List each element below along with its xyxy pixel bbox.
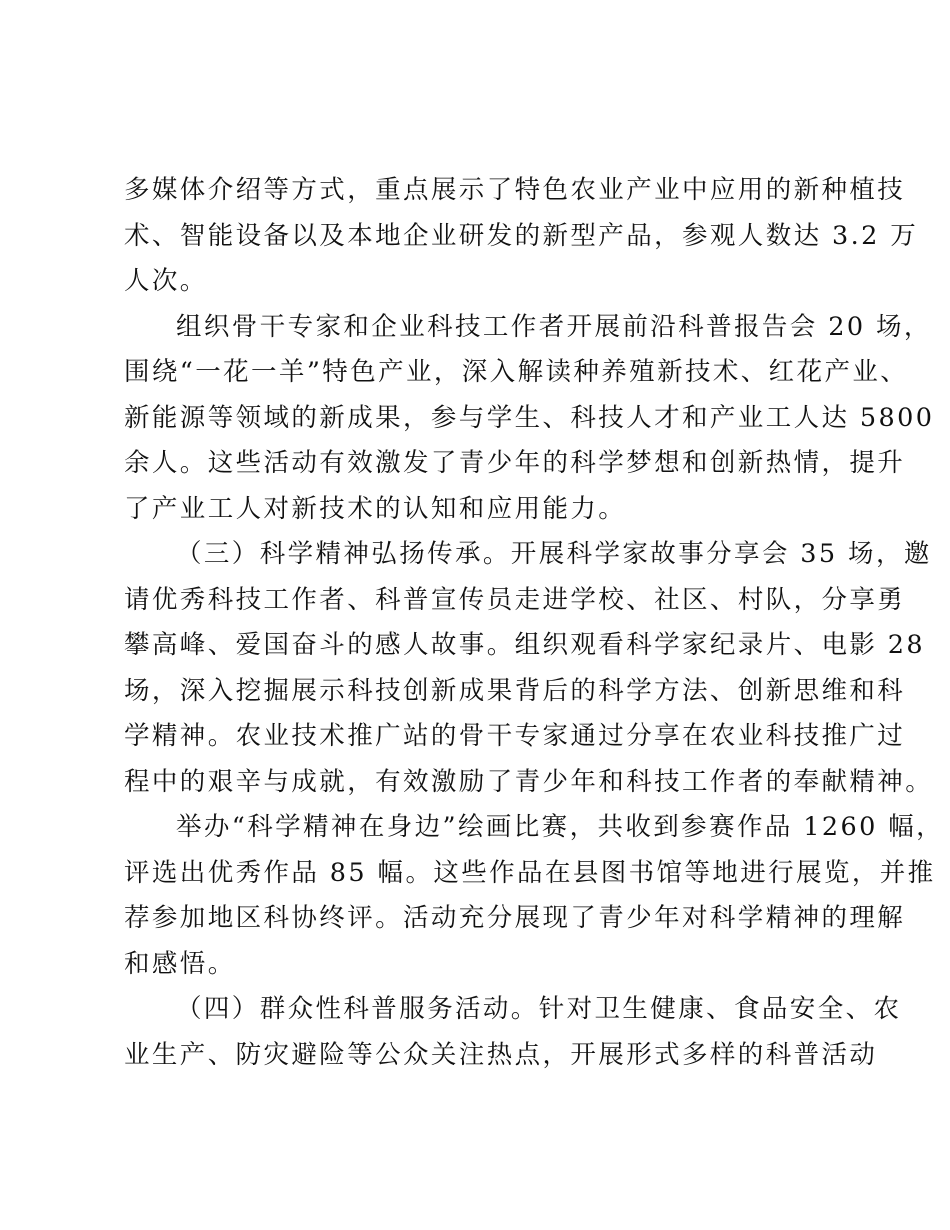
text-line: 攀高峰、爱国奋斗的感人故事。组织观看科学家纪录片、电影 28 [124, 630, 926, 660]
text-line: 举办“科学精神在身边”绘画比赛，共收到参赛作品 1260 幅， [176, 812, 945, 842]
text-line: 围绕“一花一羊”特色产业，深入解读种养殖新技术、红花产业、 [124, 357, 909, 387]
text-line: 组织骨干专家和企业科技工作者开展前沿科普报告会 20 场， [176, 311, 932, 342]
text-line: 业生产、防灾避险等公众关注热点，开展形式多样的科普活动 [124, 1039, 878, 1070]
paragraph-public-services [124, 987, 902, 1078]
paragraph-science-lectures [124, 305, 935, 533]
paragraph-scientific-spirit [124, 532, 934, 805]
text-line: 场，深入挖掘展示科技创新成果背后的科学方法、创新思维和科 [124, 675, 906, 706]
text-line: 多媒体介绍等方式，重点展示了特色农业产业中应用的新种植技 [124, 175, 906, 205]
text-line: 评选出优秀作品 85 幅。这些作品在县图书馆等地进行展览，并推 [124, 857, 936, 888]
text-line: 荐参加地区科协终评。活动充分展现了青少年对科学精神的理解 [124, 903, 906, 933]
paragraph-drawing-contest [124, 805, 945, 987]
text-line: 和感悟。 [124, 948, 236, 979]
text-line: 余人。这些活动有效激发了青少年的科学梦想和创新热情，提升 [124, 448, 906, 478]
text-line: 术、智能设备以及本地企业研发的新型产品，参观人数达 3.2 万 [124, 220, 919, 251]
paragraph-exhibition-summary [124, 168, 919, 305]
text-line: 学精神。农业技术推广站的骨干专家通过分享在农业科技推广过 [124, 721, 906, 751]
text-line: 程中的艰辛与成就，有效激励了青少年和科技工作者的奉献精神。 [124, 766, 934, 797]
document-body [124, 168, 945, 1078]
text-line: 请优秀科技工作者、科普宣传员走进学校、社区、村队，分享勇 [124, 584, 906, 615]
section-heading-line: （四）群众性科普服务活动。针对卫生健康、食品安全、农 [176, 994, 902, 1024]
text-line: 新能源等领域的新成果，参与学生、科技人才和产业工人达 5800 [124, 402, 935, 433]
section-heading-line: （三）科学精神弘扬传承。开展科学家故事分享会 35 场，邀 [176, 539, 932, 569]
text-line: 人次。 [124, 266, 208, 296]
text-line: 了产业工人对新技术的认知和应用能力。 [124, 493, 627, 524]
